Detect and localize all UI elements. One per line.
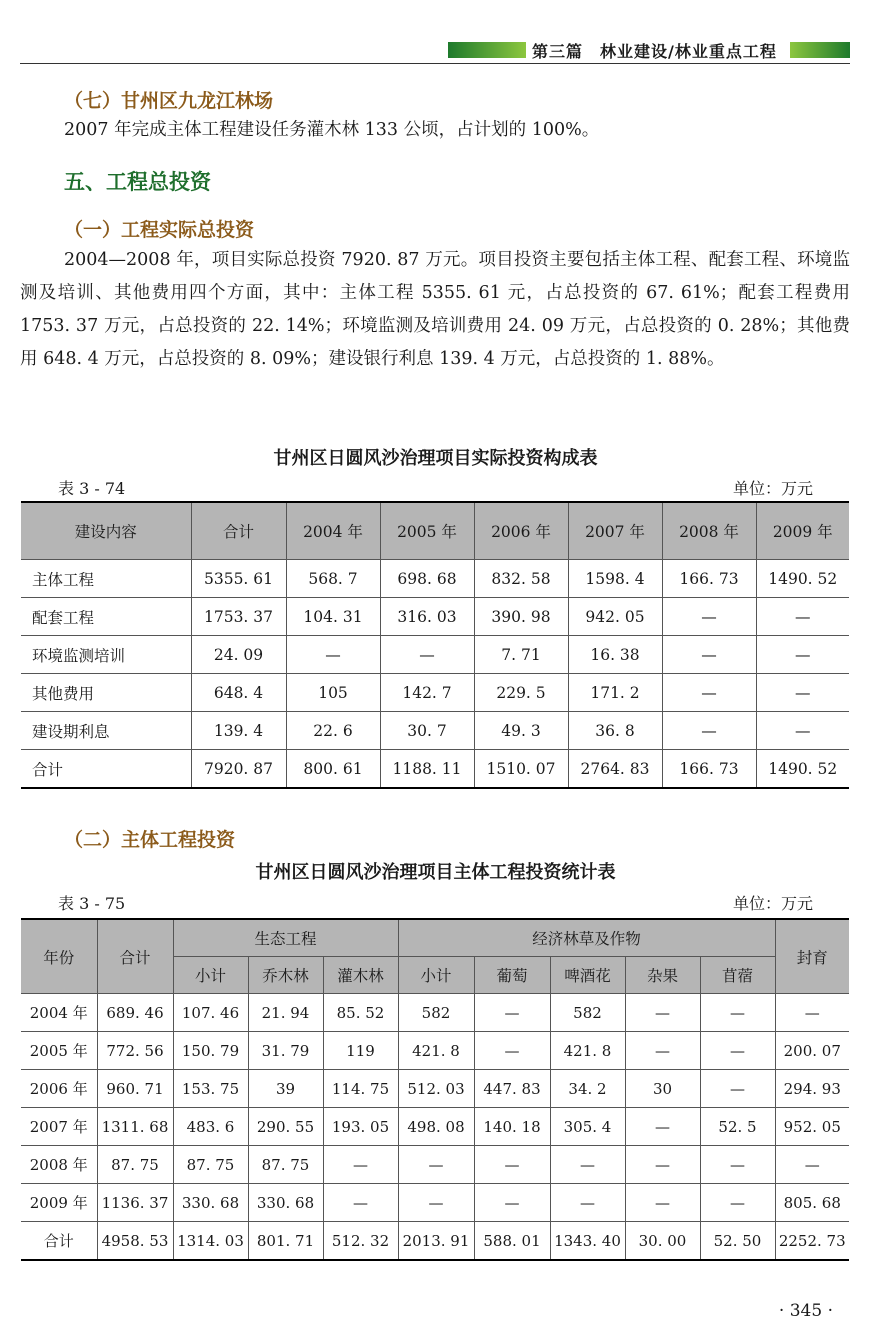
table-cell: 166. 73 (662, 560, 756, 598)
table-cell: 22. 6 (286, 712, 380, 750)
table-cell: 294. 93 (775, 1070, 849, 1108)
column-group-header: 经济林草及作物 (398, 919, 775, 957)
table-cell: — (775, 1146, 849, 1184)
table-cell: 87. 75 (248, 1146, 323, 1184)
column-header: 灌木林 (323, 957, 398, 994)
table-cell: 193. 05 (323, 1108, 398, 1146)
column-header: 苜蓿 (700, 957, 775, 994)
table-cell: 483. 6 (173, 1108, 248, 1146)
table-cell: — (286, 636, 380, 674)
column-header: 2009 年 (756, 502, 849, 560)
table-cell: — (550, 1146, 625, 1184)
table-cell: — (662, 598, 756, 636)
table-cell: — (398, 1184, 474, 1222)
table-row (21, 750, 849, 789)
table-cell: 配套工程 (21, 598, 191, 636)
table-cell: — (662, 674, 756, 712)
table-cell: 49. 3 (474, 712, 568, 750)
table-cell: 648. 4 (191, 674, 286, 712)
table-cell: — (625, 1184, 700, 1222)
table-cell: 4958. 53 (97, 1222, 173, 1261)
table-cell: 512. 03 (398, 1070, 474, 1108)
table-cell: — (550, 1184, 625, 1222)
table-row (21, 674, 849, 712)
table-cell: — (700, 1032, 775, 1070)
table-cell: 1136. 37 (97, 1184, 173, 1222)
header-decor-bar-left (448, 42, 526, 58)
table-1-number: 表 3 - 74 (58, 479, 126, 498)
table-1-title: 甘州区日圆风沙治理项目实际投资构成表 (273, 448, 598, 469)
table-cell: 568. 7 (286, 560, 380, 598)
table-cell: 305. 4 (550, 1108, 625, 1146)
table-cell: 34. 2 (550, 1070, 625, 1108)
table-cell: 5355. 61 (191, 560, 286, 598)
table-cell: 390. 98 (474, 598, 568, 636)
table-row (21, 560, 849, 598)
table-cell: 139. 4 (191, 712, 286, 750)
header-decor-bar-right (790, 42, 850, 58)
table-cell: 447. 83 (474, 1070, 550, 1108)
table-cell: 30 (625, 1070, 700, 1108)
table-cell: 1510. 07 (474, 750, 568, 789)
table-cell: 960. 71 (97, 1070, 173, 1108)
table-cell: 2005 年 (21, 1032, 97, 1070)
table-cell: 其他费用 (21, 674, 191, 712)
section-7-heading: （七）甘州区九龙江林场 (64, 90, 274, 112)
table-cell: 2004 年 (21, 994, 97, 1032)
table-cell: 142. 7 (380, 674, 474, 712)
table-cell: 105 (286, 674, 380, 712)
table-cell: 772. 56 (97, 1032, 173, 1070)
table-cell: 2009 年 (21, 1184, 97, 1222)
table-cell: 1188. 11 (380, 750, 474, 789)
table-cell: 166. 73 (662, 750, 756, 789)
table-cell: 21. 94 (248, 994, 323, 1032)
table-row (21, 1184, 849, 1222)
table-cell: 200. 07 (775, 1032, 849, 1070)
table-cell: 582 (550, 994, 625, 1032)
table-cell: 52. 50 (700, 1222, 775, 1261)
table-cell: 498. 08 (398, 1108, 474, 1146)
table-cell: — (474, 994, 550, 1032)
table-cell: 801. 71 (248, 1222, 323, 1261)
table-cell: 1598. 4 (568, 560, 662, 598)
table-cell: 1311. 68 (97, 1108, 173, 1146)
table-cell: 16. 38 (568, 636, 662, 674)
table-cell: 104. 31 (286, 598, 380, 636)
table-cell: — (474, 1146, 550, 1184)
table-cell: 2252. 73 (775, 1222, 849, 1261)
table-cell: 合计 (21, 750, 191, 789)
column-header: 小计 (173, 957, 248, 994)
header-rule (20, 63, 850, 64)
table-2-unit: 单位：万元 (732, 894, 813, 913)
table-1-unit: 单位：万元 (732, 479, 813, 498)
table-cell: — (700, 1184, 775, 1222)
main-project-investment-table (21, 918, 849, 1261)
column-header: 封育 (775, 919, 849, 994)
table-cell: 588. 01 (474, 1222, 550, 1261)
table-cell: 7. 71 (474, 636, 568, 674)
table-row (21, 1070, 849, 1108)
table-cell: 800. 61 (286, 750, 380, 789)
table-header-row (21, 919, 849, 957)
table-cell: 7920. 87 (191, 750, 286, 789)
column-header: 葡萄 (474, 957, 550, 994)
table-cell: 2006 年 (21, 1070, 97, 1108)
table-cell: 合计 (21, 1222, 97, 1261)
table-cell: 114. 75 (323, 1070, 398, 1108)
column-header: 啤酒花 (550, 957, 625, 994)
section-7-paragraph (20, 114, 850, 147)
table-cell: 330. 68 (248, 1184, 323, 1222)
table-cell: — (775, 994, 849, 1032)
table-header-row (21, 502, 849, 560)
table-cell: — (625, 1146, 700, 1184)
column-header: 合计 (191, 502, 286, 560)
table-row (21, 636, 849, 674)
column-header: 2004 年 (286, 502, 380, 560)
column-header: 2008 年 (662, 502, 756, 560)
table-cell: 主体工程 (21, 560, 191, 598)
table-cell: 39 (248, 1070, 323, 1108)
table-2-title: 甘州区日圆风沙治理项目主体工程投资统计表 (255, 862, 616, 883)
table-cell: — (756, 712, 849, 750)
table-cell: 290. 55 (248, 1108, 323, 1146)
page-number: · 345 · (778, 1301, 833, 1321)
table-cell: 153. 75 (173, 1070, 248, 1108)
table-row (21, 1108, 849, 1146)
table-cell: — (323, 1146, 398, 1184)
column-group-header: 生态工程 (173, 919, 398, 957)
table-cell: 2764. 83 (568, 750, 662, 789)
table-cell: — (662, 636, 756, 674)
investment-composition-table (21, 501, 849, 789)
column-header: 建设内容 (21, 502, 191, 560)
section-7-text: 2007 年完成主体工程建设任务灌木林 133 公顷，占计划的 100%。 (64, 120, 600, 140)
subsection-2-heading: （二）主体工程投资 (64, 829, 236, 851)
table-row (21, 598, 849, 636)
table-cell: 582 (398, 994, 474, 1032)
table-row (21, 994, 849, 1032)
table-cell: 建设期利息 (21, 712, 191, 750)
column-header: 2007 年 (568, 502, 662, 560)
table-cell: 805. 68 (775, 1184, 849, 1222)
subsection-1-heading: （一）工程实际总投资 (64, 219, 255, 241)
table-cell: — (625, 994, 700, 1032)
table-cell: — (662, 712, 756, 750)
table-cell: 689. 46 (97, 994, 173, 1032)
table-cell: 1314. 03 (173, 1222, 248, 1261)
table-cell: 832. 58 (474, 560, 568, 598)
column-header: 2006 年 (474, 502, 568, 560)
table-2-number: 表 3 - 75 (58, 894, 126, 913)
table-cell: 87. 75 (97, 1146, 173, 1184)
table-cell: 2013. 91 (398, 1222, 474, 1261)
table-cell: 150. 79 (173, 1032, 248, 1070)
table-cell: — (398, 1146, 474, 1184)
table-cell: 2008 年 (21, 1146, 97, 1184)
table-cell: — (474, 1032, 550, 1070)
column-header: 小计 (398, 957, 474, 994)
table-cell: 512. 32 (323, 1222, 398, 1261)
table-cell: 107. 46 (173, 994, 248, 1032)
table-cell: 24. 09 (191, 636, 286, 674)
table-cell: 2007 年 (21, 1108, 97, 1146)
section-5-heading: 五、工程总投资 (64, 170, 211, 194)
table-cell: — (625, 1108, 700, 1146)
table-cell: — (625, 1032, 700, 1070)
table-cell: 30. 00 (625, 1222, 700, 1261)
table-cell: 87. 75 (173, 1146, 248, 1184)
table-cell: — (700, 1070, 775, 1108)
table-cell: 421. 8 (398, 1032, 474, 1070)
table-cell: 30. 7 (380, 712, 474, 750)
table-cell: 31. 79 (248, 1032, 323, 1070)
table-cell: 1753. 37 (191, 598, 286, 636)
table-cell: — (323, 1184, 398, 1222)
table-cell: — (756, 598, 849, 636)
subsection-1-text: 2004—2008 年，项目实际总投资 7920. 87 万元。项目投资主要包括主体工程、配套工程、环境监测及培训、其他费用四个方面，其中：主体工程 5355. 61 元，占总投资的 67. 61%；配套工程费用 1753. 37 万元，占总投资的 22. 14%；环境监测及培训费用 24. 09 万元，占总投资的 0. 28%；其他费用 648. 4 万元，占总投资的 8. 09%；建设银行利息 139. 4 万元，占总投资的 1. 88%。 (20, 250, 850, 369)
table-cell: — (700, 994, 775, 1032)
table-cell: 环境监测培训 (21, 636, 191, 674)
running-header (20, 38, 850, 64)
column-header: 2005 年 (380, 502, 474, 560)
table-cell: 698. 68 (380, 560, 474, 598)
table-row (21, 1032, 849, 1070)
table-row (21, 712, 849, 750)
table-cell: — (380, 636, 474, 674)
table-cell: 119 (323, 1032, 398, 1070)
table-cell: 171. 2 (568, 674, 662, 712)
table-cell: — (756, 674, 849, 712)
table-cell: 421. 8 (550, 1032, 625, 1070)
table-cell: 229. 5 (474, 674, 568, 712)
table-cell: 36. 8 (568, 712, 662, 750)
subsection-1-paragraph (20, 244, 850, 376)
table-cell: 952. 05 (775, 1108, 849, 1146)
table-row (21, 1146, 849, 1184)
table-cell: 52. 5 (700, 1108, 775, 1146)
table-cell: 330. 68 (173, 1184, 248, 1222)
column-header: 年份 (21, 919, 97, 994)
table-cell: — (756, 636, 849, 674)
table-cell: — (474, 1184, 550, 1222)
header-title: 第三篇 林业建设/林业重点工程 (532, 42, 777, 61)
table-cell: 1490. 52 (756, 750, 849, 789)
table-cell: 1490. 52 (756, 560, 849, 598)
table-cell: 1343. 40 (550, 1222, 625, 1261)
table-cell: 942. 05 (568, 598, 662, 636)
table-cell: 140. 18 (474, 1108, 550, 1146)
column-header: 合计 (97, 919, 173, 994)
table-cell: 316. 03 (380, 598, 474, 636)
table-cell: 85. 52 (323, 994, 398, 1032)
table-cell: — (700, 1146, 775, 1184)
column-header: 乔木林 (248, 957, 323, 994)
table-row (21, 1222, 849, 1261)
column-header: 杂果 (625, 957, 700, 994)
